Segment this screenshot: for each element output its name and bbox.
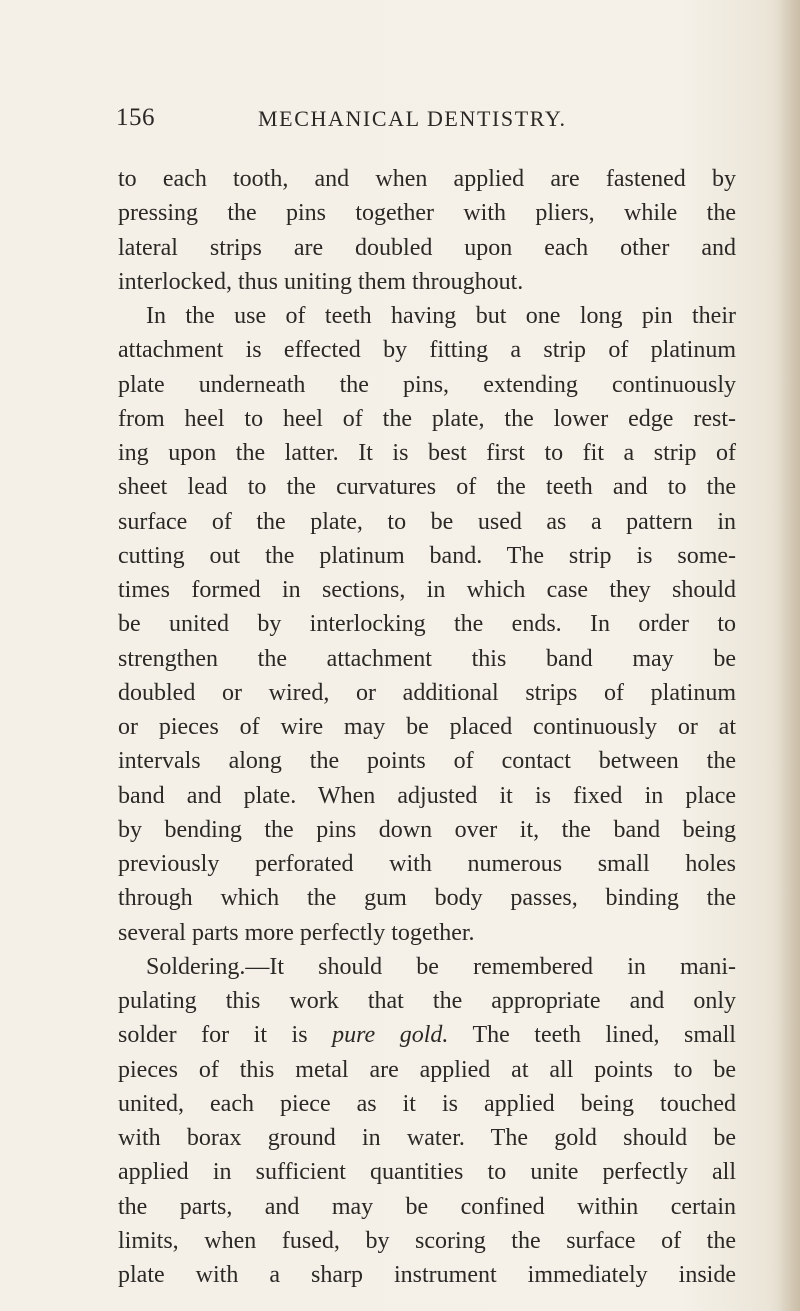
text-line: limits, when fused, by scoring the surface of the: [118, 1227, 736, 1254]
text-line: [118, 1018, 736, 1052]
running-title: MECHANICAL DENTISTRY.: [258, 106, 567, 131]
text-line: times formed in sections, in which case they should: [118, 577, 736, 603]
text-line: strengthen the attachment this band may be: [118, 645, 736, 672]
text-segment: solder for it is: [118, 1022, 333, 1049]
text-line: to each tooth, and when applied are fastened by: [118, 166, 736, 192]
text-line: cutting out the platinum band. The strip is some-: [118, 542, 736, 569]
text-line: plate with a sharp instrument immediately inside: [118, 1262, 736, 1288]
italic-emphasis: pure gold.: [332, 1022, 449, 1049]
text-line: from heel to heel of the plate, the lower edge rest-: [118, 405, 736, 432]
text-line: several parts more perfectly together.: [118, 919, 475, 946]
text-line: united, each piece as it is applied being touched: [118, 1090, 736, 1117]
running-head: [116, 104, 736, 138]
text-line: applied in sufficient quantities to unite perfectly all: [118, 1159, 736, 1186]
text-line: pressing the pins together with pliers, while the: [118, 200, 736, 227]
text-line: intervals along the points of contact between the: [118, 748, 736, 775]
text-line: or pieces of wire may be placed continuously or at: [118, 714, 736, 740]
text-line: with borax ground in water. The gold should be: [118, 1125, 736, 1151]
text-line: sheet lead to the curvatures of the teeth and to the: [118, 474, 736, 501]
text-line: doubled or wired, or additional strips of platinum: [118, 679, 736, 706]
text-line: pulating this work that the appropriate and only: [118, 988, 736, 1014]
text-line: by bending the pins down over it, the band being: [118, 816, 736, 843]
text-line: through which the gum body passes, binding the: [118, 885, 736, 912]
page-number: 156: [116, 104, 155, 131]
text-segment: The teeth lined, small: [448, 1022, 736, 1049]
text-line: interlocked, thus uniting them throughout.: [118, 268, 524, 295]
text-line: plate underneath the pins, extending continuously: [118, 371, 736, 398]
text-line: attachment is effected by fitting a strip of platinum: [118, 337, 736, 364]
text-line: Soldering.—It should be remembered in mani-: [146, 953, 736, 980]
text-line: In the use of teeth having but one long pin their: [146, 303, 736, 329]
text-line: band and plate. When adjusted it is fixed in place: [118, 782, 736, 809]
text-line: the parts, and may be confined within certain: [118, 1193, 736, 1220]
text-line: be united by interlocking the ends. In order to: [118, 611, 736, 638]
body-text: [118, 162, 736, 1292]
page-edge-shadow: [778, 0, 800, 1311]
text-line: ing upon the latter. It is best first to fit a strip of: [118, 440, 736, 466]
text-line: lateral strips are doubled upon each other and: [118, 234, 736, 261]
text-line: surface of the plate, to be used as a pattern in: [118, 508, 736, 535]
text-line: pieces of this metal are applied at all points to be: [118, 1056, 736, 1083]
text-line: previously perforated with numerous small holes: [118, 851, 736, 877]
